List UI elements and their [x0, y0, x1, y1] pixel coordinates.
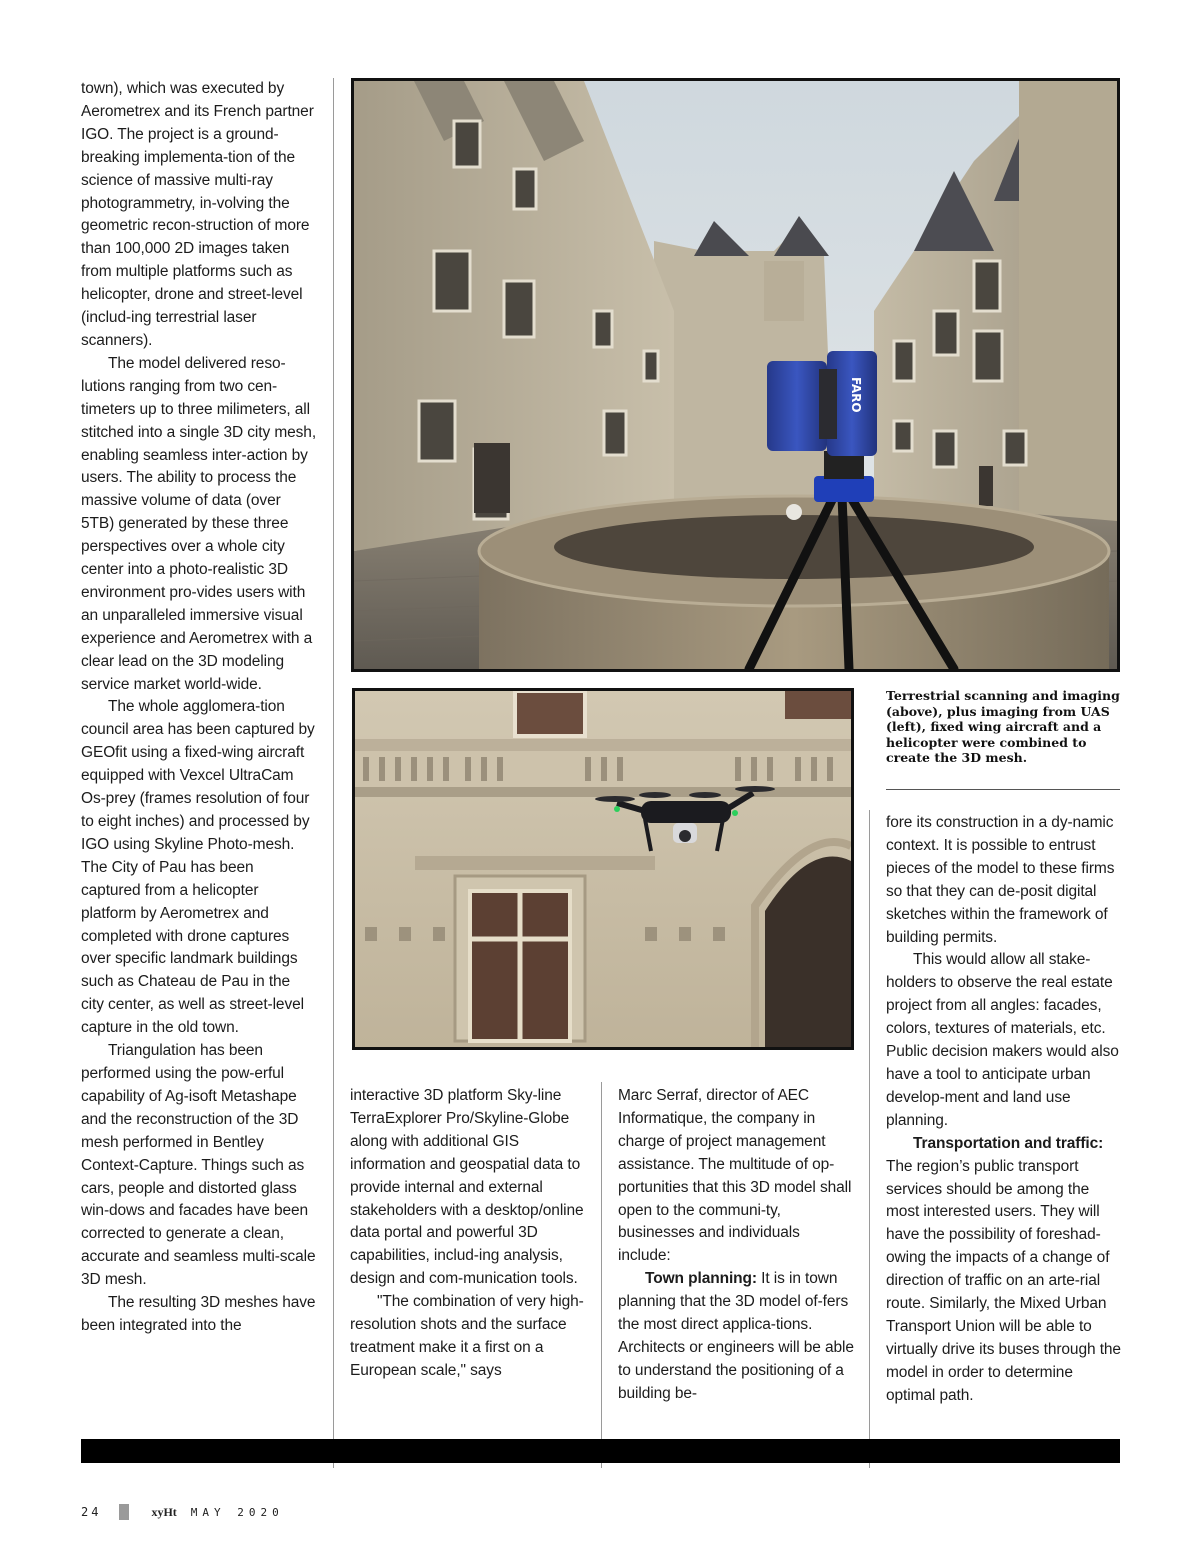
paragraph: fore its construction in a dy-namic context. It is possible to entrust pieces of the model to these firms so that they can de-posit digital sketches within the framework of building permits.	[886, 814, 1115, 946]
article-column-4	[886, 812, 1122, 1408]
footer-bar	[81, 1439, 1120, 1463]
paragraph-body: It is in town planning that the 3D model of-fers the most direct applica-tions. Architects or engineers will be able to understand the positioning of a building be-	[618, 1270, 854, 1402]
subhead-transportation: Transportation and traffic:	[913, 1134, 1104, 1152]
paragraph: interactive 3D platform Sky-line TerraExplorer Pro/Skyline-Globe along with additional GIS information and geospatial data to provide internal and external stakeholders with a desktop/online data portal and powerful 3D capabilities, includ-ing analysis, design and com-munication tools.	[350, 1087, 584, 1288]
column-divider	[333, 78, 334, 1468]
drone-facade-illustration	[355, 691, 851, 1047]
paragraph-body: The region’s public transport services should be among the most interested users. They will have the possibility of foreshad-owing the impacts of a change of direction of traffic on an arte-rial route. Similarly, the Mixed Urban Transport Union will be able to virtually drive its buses through the model in order to determine optimal path.	[886, 1157, 1121, 1404]
photo-uas-drone	[352, 688, 854, 1050]
paragraph: This would allow all stake-holders to observe the real estate project from all angles: facades, colors, textures of materials, etc. Public decision makers would also have a tool to anticipate urban develop-ment and land use planning.	[886, 951, 1119, 1129]
page-folio	[81, 1503, 284, 1521]
paragraph-town-planning	[618, 1268, 854, 1405]
paragraph: The resulting 3D meshes have been integrated into the	[81, 1294, 316, 1334]
paragraph: The model delivered reso-lutions ranging from two cen-timeters up to three milimeters, all stitched into a single 3D city mesh, enabling seamless inter-action by users. The ability to process the massive volume of data (over 5TB) generated by these three perspectives over a whole city center into a photo-realistic 3D environment pro-vides users with an unparalleled immersive visual experience and Aerometrex with a clear lead on the 3D modeling service market world-wide.	[81, 354, 317, 693]
page-number: 24	[81, 1505, 102, 1519]
column-divider	[601, 1082, 602, 1468]
paragraph: "The combination of very high-resolution shots and the surface treatment make it a first on a European scale," says	[350, 1293, 584, 1379]
paragraph: Marc Serraf, director of AEC Informatique, the company in charge of project management assistance. The multitude of op-portunities that this 3D model shall open to the communi-ty, businesses and individuals include:	[618, 1087, 852, 1265]
article-column-3	[618, 1085, 854, 1406]
folio-divider-block	[119, 1504, 129, 1520]
courtyard-scanner-illustration	[354, 81, 1117, 669]
issue-date: MAY 2020	[190, 1505, 284, 1519]
article-column-2	[350, 1085, 586, 1383]
paragraph-transportation	[886, 1133, 1122, 1408]
column-divider	[869, 810, 870, 1468]
paragraph: Triangulation has been performed using the pow-erful capability of Ag-isoft Metashape and the reconstruction of the 3D mesh performed in Bentley Context-Capture. Things such as cars, people and distorted glass win-dows and facades have been corrected to generate a clean, accurate and seamless multi-scale 3D mesh.	[81, 1042, 316, 1289]
paragraph: The whole agglomera-tion council area has been captured by GEOfit using a fixed-wing aircraft equipped with Vexcel UltraCam Os-prey (frames resolution of four to eight inches) and processed by IGO using Skyline Photo-mesh. The City of Pau has been captured from a helicopter platform by Aerometrex and completed with drone captures over specific landmark buildings such as Chateau de Pau in the city center, as well as street-level capture in the old town.	[81, 698, 315, 1037]
photo-terrestrial-scanner	[351, 78, 1120, 672]
scanner-brand-label: FARO	[849, 377, 863, 413]
article-column-1	[81, 78, 317, 1338]
caption-divider	[886, 789, 1120, 790]
subhead-town-planning: Town planning:	[645, 1270, 757, 1288]
paragraph: town), which was executed by Aerometrex and its French partner IGO. The project is a ground-breaking implementa-tion of the science of massive multi-ray photogrammetry, in-volving the geometric recon-struction of more than 100,000 2D images taken from multiple platforms such as helicopter, drone and street-level (includ-ing terrestrial laser scanners).	[81, 80, 314, 349]
magazine-brand: xyHt	[151, 1504, 177, 1519]
photo-caption: Terrestrial scanning and imaging (above), plus imaging from UAS (left), fixed wing aircraft and a helicopter were combined to create the 3D mesh.	[886, 688, 1120, 765]
